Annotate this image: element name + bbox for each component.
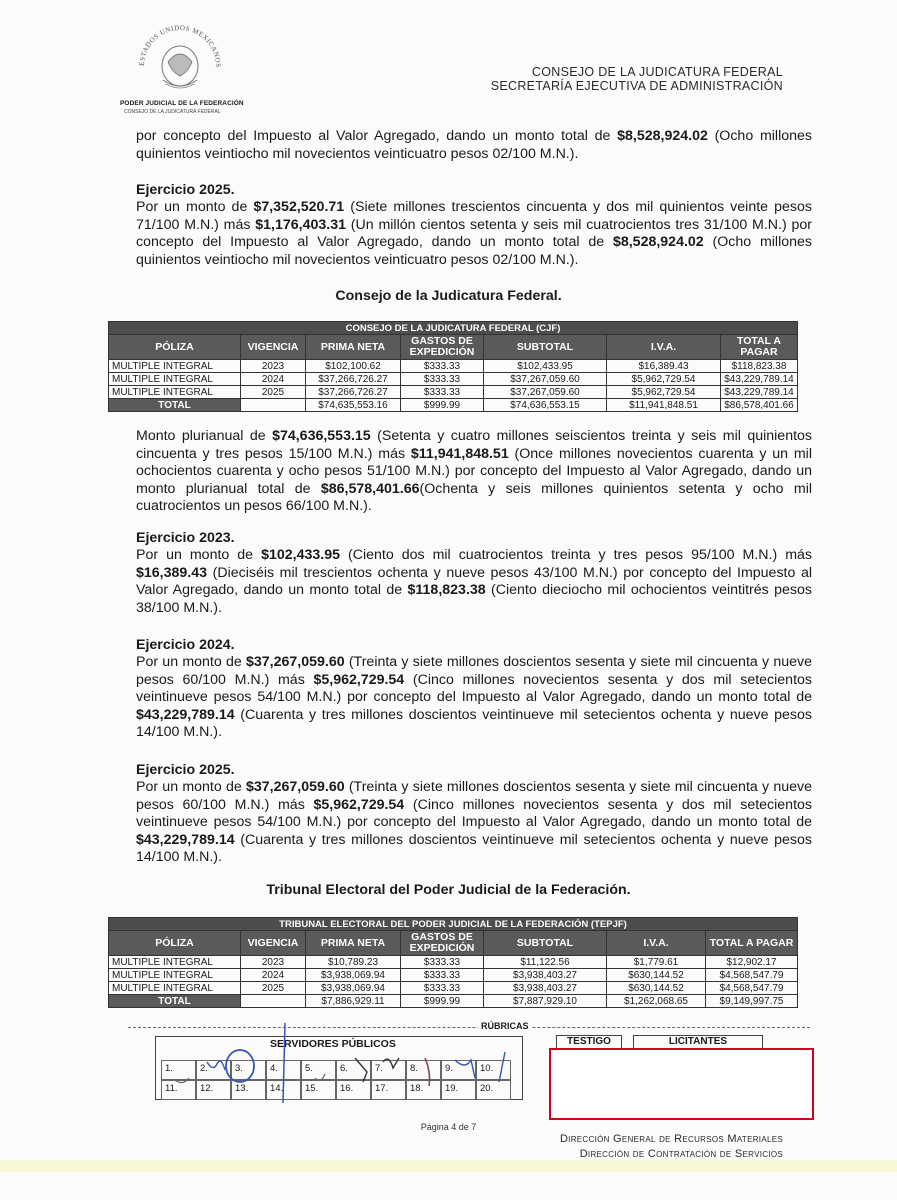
cell: $1,262,068.65 [607, 995, 706, 1008]
col-header: SUBTOTAL [484, 931, 607, 956]
cell: $74,636,553.15 [484, 399, 607, 412]
table-row [109, 969, 798, 982]
table-row [109, 982, 798, 995]
cell: $5,962,729.54 [607, 373, 721, 386]
ejercicio-2023-title: Ejercicio 2023. [136, 530, 235, 546]
table-caption: TRIBUNAL ELECTORAL DEL PODER JUDICIAL DE LA FEDERACIÓN (TEPJF) [109, 918, 798, 931]
cell [241, 399, 306, 412]
signature-cell: 1. [161, 1060, 196, 1080]
cell: $16,389.43 [607, 360, 721, 373]
cell: MULTIPLE INTEGRAL [109, 956, 241, 969]
scan-edge [0, 1160, 897, 1172]
cell: 2023 [241, 360, 306, 373]
cell: $999.99 [401, 995, 484, 1008]
table-row [109, 386, 798, 399]
cell: $1,779.61 [607, 956, 706, 969]
cell: MULTIPLE INTEGRAL [109, 982, 241, 995]
licitantes-label: LICITANTES [633, 1035, 763, 1049]
signature-cell: 6. [336, 1060, 371, 1080]
signature-cell: 16. [336, 1080, 371, 1100]
ejercicio-2023-paragraph: Por un monto de $102,433.95 (Ciento dos mil cuatrocientos treinta y tres pesos 95/100 M.N.) más $16,389.43 (Dieciséis mil trescientos ochenta y nueve pesos 43/100 M.N.) por concepto del Impuesto al Valor Agregado, dando un monto total de $118,823.38 (Ciento dieciocho mil ochocientos veintitrés pesos 38/100 M.N.). [136, 547, 812, 616]
cell: $630,144.52 [607, 982, 706, 995]
table-cjf [108, 321, 798, 412]
cell: TOTAL [109, 399, 241, 412]
ejercicio-2025-b-title: Ejercicio 2025. [136, 762, 235, 778]
institution-name: PODER JUDICIAL DE LA FEDERACIÓN [120, 100, 244, 107]
cell: 2025 [241, 386, 306, 399]
signature-cell: 19. [441, 1080, 476, 1100]
cell: $86,578,401.66 [721, 399, 798, 412]
section-title-cjf: Consejo de la Judicatura Federal. [335, 288, 562, 304]
col-header: PRIMA NETA [306, 931, 401, 956]
cell: $102,433.95 [484, 360, 607, 373]
cell: $37,267,059.60 [484, 386, 607, 399]
institution-subname: CONSEJO DE LA JUDICATURA FEDERAL [124, 109, 221, 115]
handwritten-signatures [155, 1018, 525, 1108]
coat-of-arms-seal [130, 14, 230, 100]
table-row [109, 956, 798, 969]
cell: $9,149,997.75 [706, 995, 798, 1008]
table-caption: CONSEJO DE LA JUDICATURA FEDERAL (CJF) [109, 322, 798, 335]
table-total-row [109, 995, 798, 1008]
cell: 2025 [241, 982, 306, 995]
cell: $37,266,726.27 [306, 386, 401, 399]
cell: MULTIPLE INTEGRAL [109, 386, 241, 399]
cell: $4,568,547.79 [706, 982, 798, 995]
header-line-1: CONSEJO DE LA JUDICATURA FEDERAL [531, 65, 783, 79]
table-tepjf [108, 917, 798, 1008]
cell: $333.33 [401, 373, 484, 386]
signature-cell: 8. [406, 1060, 441, 1080]
paragraph-plurianual: Monto plurianual de $74,636,553.15 (Setenta y cuatro millones seiscientos treinta y seis mil quinientos cincuenta y tres pesos 15/100 M.N.) más $11,941,848.51 (Once millones novecientos cuarenta y un mil ochocientos cuarenta y ocho pesos 51/100 M.N.) por concepto del Impuesto al Valor Agregado, dando un monto plurianual total de $86,578,401.66(Ochenta y seis millones quinientos setenta y ocho mil cuatrocientos un pesos 66/100 M.N.). [136, 428, 813, 514]
cell: $4,568,547.79 [706, 969, 798, 982]
cell: $333.33 [401, 969, 484, 982]
table-total-row [109, 399, 798, 412]
signature-cell: 18. [406, 1080, 441, 1100]
signature-cell: 5. [301, 1060, 336, 1080]
cell: $3,938,069.94 [306, 982, 401, 995]
signature-cell: 9. [441, 1060, 476, 1080]
col-header: GASTOS DE EXPEDICIÓN [401, 335, 484, 360]
signature-cell: 10. [476, 1060, 511, 1080]
cell: $630,144.52 [607, 969, 706, 982]
cell [241, 995, 306, 1008]
col-header: SUBTOTAL [484, 335, 607, 360]
svg-text:ESTADOS UNIDOS MEXICANOS: ESTADOS UNIDOS MEXICANOS [137, 23, 223, 68]
header-line-2: SECRETARÍA EJECUTIVA DE ADMINISTRACIÓN [490, 79, 783, 93]
rubricas-label: RÚBRICAS [478, 1021, 532, 1031]
footer-line-2: Dirección de Contratación de Servicios [579, 1148, 783, 1160]
ejercicio-2025-paragraph: Por un monto de $7,352,520.71 (Siete millones trescientos cincuenta y dos mil quinientos veinte pesos 71/100 M.N.) más $1,176,403.31 (Un millón cientos setenta y seis mil cuatrocientos tres 31/100 M.N.) por concepto del Impuesto al Valor Agregado, dando un monto total de $8,528,924.02 (Ocho millones quinientos veintiocho mil novecientos veinticuatro pesos 02/100 M.N.). [136, 199, 812, 268]
col-header: TOTAL A PAGAR [721, 335, 798, 360]
redacted-area [549, 1048, 814, 1120]
page-number: Página 4 de 7 [420, 1122, 477, 1132]
ejercicio-2024-paragraph: Por un monto de $37,267,059.60 (Treinta y siete millones doscientos sesenta y siete mil cincuenta y nueve pesos 60/100 M.N.) más $5,962,729.54 (Cinco millones novecientos sesenta y dos mil setecientos veintinueve pesos 54/100 M.N.) por concepto del Impuesto al Valor Agregado, dando un monto total de $43,229,789.14 (Cuarenta y tres millones doscientos veintinueve mil setecientos ochenta y nueve pesos 14/100 M.N.). [136, 654, 812, 740]
cell: $333.33 [401, 956, 484, 969]
ejercicio-2024-title: Ejercicio 2024. [136, 637, 235, 653]
cell: $102,100.62 [306, 360, 401, 373]
cell: $333.33 [401, 982, 484, 995]
table-row [109, 360, 798, 373]
cell: $7,886,929.11 [306, 995, 401, 1008]
testigo-label: TESTIGO [556, 1035, 622, 1049]
cell: $3,938,069.94 [306, 969, 401, 982]
table-row [109, 373, 798, 386]
cell: 2024 [241, 373, 306, 386]
ejercicio-2025-title: Ejercicio 2025. [136, 182, 235, 198]
signature-cell: 14. [266, 1080, 301, 1100]
col-header: I.V.A. [607, 931, 706, 956]
col-header: TOTAL A PAGAR [706, 931, 798, 956]
cell: $118,823.38 [721, 360, 798, 373]
signature-cell: 11. [161, 1080, 196, 1100]
servidores-publicos-label: SERVIDORES PÚBLICOS [270, 1038, 396, 1050]
cell: $74,635,553.16 [306, 399, 401, 412]
cell: MULTIPLE INTEGRAL [109, 969, 241, 982]
col-header: PRIMA NETA [306, 335, 401, 360]
signature-cell: 15. [301, 1080, 336, 1100]
cell: $11,941,848.51 [607, 399, 721, 412]
cell: $3,938,403.27 [484, 982, 607, 995]
section-title-tepjf: Tribunal Electoral del Poder Judicial de la Federación. [266, 882, 631, 898]
cell: $7,887,929.10 [484, 995, 607, 1008]
cell: $333.33 [401, 386, 484, 399]
cell: 2023 [241, 956, 306, 969]
cell: $333.33 [401, 360, 484, 373]
cell: MULTIPLE INTEGRAL [109, 360, 241, 373]
cell: $999.99 [401, 399, 484, 412]
signature-cell: 12. [196, 1080, 231, 1100]
signature-cell: 17. [371, 1080, 406, 1100]
cell: $3,938,403.27 [484, 969, 607, 982]
cell: $43,229,789.14 [721, 373, 798, 386]
paragraph-top: por concepto del Impuesto al Valor Agregado, dando un monto total de $8,528,924.02 (Ocho millones quinientos veintiocho mil novecientos veinticuatro pesos 02/100 M.N.). [136, 128, 812, 162]
cell: $43,229,789.14 [721, 386, 798, 399]
cell: $37,267,059.60 [484, 373, 607, 386]
col-header: I.V.A. [607, 335, 721, 360]
col-header: PÓLIZA [109, 335, 241, 360]
signature-cell: 4. [266, 1060, 301, 1080]
col-header: VIGENCIA [241, 931, 306, 956]
cell: 2024 [241, 969, 306, 982]
col-header: GASTOS DE EXPEDICIÓN [401, 931, 484, 956]
cell: $11,122.56 [484, 956, 607, 969]
cell: $12,902.17 [706, 956, 798, 969]
col-header: VIGENCIA [241, 335, 306, 360]
signature-cell: 20. [476, 1080, 511, 1100]
col-header: PÓLIZA [109, 931, 241, 956]
cell: TOTAL [109, 995, 241, 1008]
cell: $5,962,729.54 [607, 386, 721, 399]
signature-cell: 7. [371, 1060, 406, 1080]
footer-line-1: Dirección General de Recursos Materiales [559, 1133, 783, 1145]
ejercicio-2025-b-paragraph: Por un monto de $37,267,059.60 (Treinta y siete millones doscientos sesenta y siete mil cincuenta y nueve pesos 60/100 M.N.) más $5,962,729.54 (Cinco millones novecientos sesenta y dos mil setecientos veintinueve pesos 54/100 M.N.) por concepto del Impuesto al Valor Agregado, dando un monto total de $43,229,789.14 (Cuarenta y tres millones doscientos veintinueve mil setecientos ochenta y nueve pesos 14/100 M.N.). [136, 779, 812, 865]
signature-cell: 2. [196, 1060, 231, 1080]
cell: $10,789.23 [306, 956, 401, 969]
cell: MULTIPLE INTEGRAL [109, 373, 241, 386]
cell: $37,266,726.27 [306, 373, 401, 386]
signature-cell: 3. [231, 1060, 266, 1080]
signature-cell: 13. [231, 1080, 266, 1100]
